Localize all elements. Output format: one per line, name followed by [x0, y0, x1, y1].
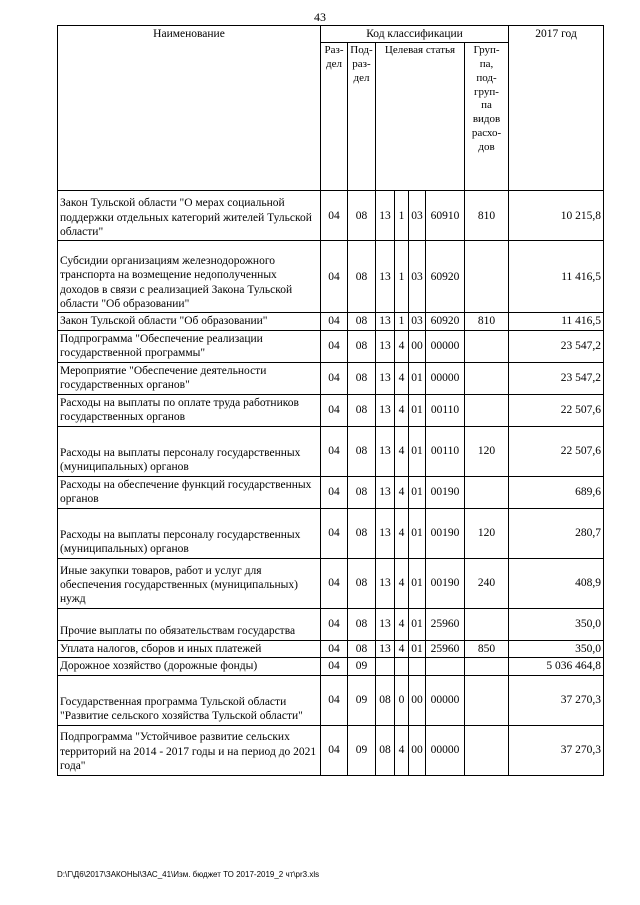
row-target-subprogram: 4 [395, 608, 409, 640]
row-target-program: 13 [376, 241, 395, 313]
row-target-program: 13 [376, 608, 395, 640]
row-podrazdel: 09 [348, 675, 376, 725]
header-code-group: Код классификации [321, 26, 509, 43]
row-amount: 23 547,2 [509, 330, 604, 362]
table-row [58, 330, 604, 362]
row-target-subprogram: 1 [395, 313, 409, 330]
row-razdel: 04 [321, 191, 348, 241]
row-target-program: 13 [376, 640, 395, 657]
row-target-direction: 25960 [426, 640, 465, 657]
header-expense-group: Груп- па, под- груп- па видов расхо- дов [465, 43, 509, 191]
row-target-direction: 00110 [426, 394, 465, 426]
row-podrazdel: 09 [348, 725, 376, 775]
table-row [58, 675, 604, 725]
row-razdel: 04 [321, 608, 348, 640]
row-target-program: 13 [376, 426, 395, 476]
row-target-event: 00 [409, 330, 426, 362]
row-expense-type [465, 608, 509, 640]
row-podrazdel: 08 [348, 608, 376, 640]
row-name: Мероприятие "Обеспечение деятельности государственных органов" [58, 362, 321, 394]
budget-table [57, 25, 604, 776]
row-target-direction: 00190 [426, 558, 465, 608]
row-target-subprogram [395, 658, 409, 675]
row-target-direction: 00190 [426, 508, 465, 558]
row-expense-type [465, 658, 509, 675]
row-target-event: 01 [409, 640, 426, 657]
row-amount: 37 270,3 [509, 725, 604, 775]
row-name: Подпрограмма "Обеспечение реализации государственной программы" [58, 330, 321, 362]
row-podrazdel: 08 [348, 508, 376, 558]
row-target-subprogram: 1 [395, 191, 409, 241]
row-podrazdel: 08 [348, 426, 376, 476]
row-podrazdel: 08 [348, 241, 376, 313]
row-razdel: 04 [321, 476, 348, 508]
row-expense-type [465, 476, 509, 508]
row-podrazdel: 09 [348, 658, 376, 675]
header-subsection: Под- раз- дел [348, 43, 376, 191]
row-target-direction: 60920 [426, 313, 465, 330]
row-target-event: 01 [409, 558, 426, 608]
row-target-event: 01 [409, 426, 426, 476]
row-expense-type: 120 [465, 426, 509, 476]
table-row [58, 476, 604, 508]
row-target-program: 13 [376, 476, 395, 508]
table-row [58, 241, 604, 313]
row-target-subprogram: 4 [395, 362, 409, 394]
row-target-program: 13 [376, 508, 395, 558]
row-target-event: 03 [409, 241, 426, 313]
row-podrazdel: 08 [348, 362, 376, 394]
table-body [58, 191, 604, 775]
row-razdel: 04 [321, 558, 348, 608]
row-target-event: 01 [409, 508, 426, 558]
header-section: Раз- дел [321, 43, 348, 191]
row-target-direction: 00000 [426, 675, 465, 725]
row-target-subprogram: 4 [395, 330, 409, 362]
row-amount: 5 036 464,8 [509, 658, 604, 675]
row-razdel: 04 [321, 362, 348, 394]
row-razdel: 04 [321, 394, 348, 426]
row-name: Закон Тульской области "Об образовании" [58, 313, 321, 330]
table-row [58, 558, 604, 608]
row-amount: 689,6 [509, 476, 604, 508]
table-row [58, 725, 604, 775]
row-target-program: 13 [376, 394, 395, 426]
row-amount: 280,7 [509, 508, 604, 558]
row-razdel: 04 [321, 675, 348, 725]
row-expense-type [465, 241, 509, 313]
row-podrazdel: 08 [348, 191, 376, 241]
row-target-program: 08 [376, 675, 395, 725]
row-name: Уплата налогов, сборов и иных платежей [58, 640, 321, 657]
row-amount: 37 270,3 [509, 675, 604, 725]
row-razdel: 04 [321, 241, 348, 313]
row-expense-type [465, 725, 509, 775]
row-target-program: 13 [376, 313, 395, 330]
row-podrazdel: 08 [348, 313, 376, 330]
row-razdel: 04 [321, 330, 348, 362]
row-amount: 22 507,6 [509, 426, 604, 476]
row-name: Подпрограмма "Устойчивое развитие сельских территорий на 2014 - 2017 годы и на период до 2021 года" [58, 725, 321, 775]
row-target-direction: 00110 [426, 426, 465, 476]
row-target-direction: 60910 [426, 191, 465, 241]
table-row [58, 191, 604, 241]
row-target-event: 01 [409, 476, 426, 508]
row-name: Закон Тульской области "О мерах социальной поддержки отдельных категорий жителей Тульской области" [58, 191, 321, 241]
row-target-subprogram: 4 [395, 725, 409, 775]
header-name: Наименование [58, 26, 321, 191]
row-target-subprogram: 4 [395, 558, 409, 608]
row-razdel: 04 [321, 658, 348, 675]
row-target-subprogram: 4 [395, 426, 409, 476]
row-target-subprogram: 0 [395, 675, 409, 725]
row-name: Расходы на выплаты персоналу государственных (муниципальных) органов [58, 508, 321, 558]
row-expense-type [465, 362, 509, 394]
row-target-direction: 00000 [426, 362, 465, 394]
row-target-event: 03 [409, 191, 426, 241]
header-target-article: Целевая статья [376, 43, 465, 191]
row-name: Государственная программа Тульской области "Развитие сельского хозяйства Тульской области" [58, 675, 321, 725]
row-target-direction: 00000 [426, 725, 465, 775]
row-target-program: 13 [376, 362, 395, 394]
table-row [58, 313, 604, 330]
row-razdel: 04 [321, 313, 348, 330]
row-target-subprogram: 4 [395, 476, 409, 508]
table-row [58, 508, 604, 558]
row-target-direction: 25960 [426, 608, 465, 640]
row-target-subprogram: 4 [395, 640, 409, 657]
row-expense-type: 810 [465, 313, 509, 330]
table-row [58, 658, 604, 675]
row-name: Расходы на выплаты по оплате труда работников государственных органов [58, 394, 321, 426]
row-podrazdel: 08 [348, 476, 376, 508]
row-expense-type: 240 [465, 558, 509, 608]
row-target-direction: 00190 [426, 476, 465, 508]
row-name: Дорожное хозяйство (дорожные фонды) [58, 658, 321, 675]
row-target-program [376, 658, 395, 675]
row-target-program: 13 [376, 330, 395, 362]
row-target-subprogram: 1 [395, 241, 409, 313]
row-amount: 408,9 [509, 558, 604, 608]
row-amount: 23 547,2 [509, 362, 604, 394]
row-name: Расходы на обеспечение функций государственных органов [58, 476, 321, 508]
table-row [58, 426, 604, 476]
row-razdel: 04 [321, 640, 348, 657]
row-podrazdel: 08 [348, 640, 376, 657]
row-expense-type [465, 675, 509, 725]
row-expense-type [465, 394, 509, 426]
row-razdel: 04 [321, 508, 348, 558]
row-expense-type [465, 330, 509, 362]
row-target-subprogram: 4 [395, 508, 409, 558]
row-name: Субсидии организациям железнодорожного транспорта на возмещение недополученных доходов в связи с реализацией Закона Тульской области "Об образовании" [58, 241, 321, 313]
row-target-event: 01 [409, 394, 426, 426]
row-target-subprogram: 4 [395, 394, 409, 426]
table-row [58, 640, 604, 657]
file-path: D:\Г\Д6\2017\ЗАКОНЫ\ЗАС_41\Изм. бюджет ТО 2017-2019_2 чт\pr3.xls [57, 870, 320, 879]
header-row-1 [58, 26, 604, 43]
row-target-program: 08 [376, 725, 395, 775]
row-name: Расходы на выплаты персоналу государственных (муниципальных) органов [58, 426, 321, 476]
row-target-direction [426, 658, 465, 675]
row-target-event: 01 [409, 608, 426, 640]
table-row [58, 394, 604, 426]
row-podrazdel: 08 [348, 558, 376, 608]
row-target-program: 13 [376, 191, 395, 241]
row-amount: 22 507,6 [509, 394, 604, 426]
row-target-event: 01 [409, 362, 426, 394]
row-amount: 11 416,5 [509, 313, 604, 330]
row-amount: 350,0 [509, 608, 604, 640]
page-number: 43 [314, 10, 326, 24]
row-target-event: 03 [409, 313, 426, 330]
row-target-event [409, 658, 426, 675]
row-amount: 11 416,5 [509, 241, 604, 313]
row-target-event: 00 [409, 675, 426, 725]
row-name: Прочие выплаты по обязательствам государства [58, 608, 321, 640]
row-expense-type: 120 [465, 508, 509, 558]
row-amount: 350,0 [509, 640, 604, 657]
table-row [58, 608, 604, 640]
row-target-program: 13 [376, 558, 395, 608]
row-expense-type: 850 [465, 640, 509, 657]
table-row [58, 362, 604, 394]
row-podrazdel: 08 [348, 394, 376, 426]
row-expense-type: 810 [465, 191, 509, 241]
row-amount: 10 215,8 [509, 191, 604, 241]
row-name: Иные закупки товаров, работ и услуг для обеспечения государственных (муниципальных) нужд [58, 558, 321, 608]
row-razdel: 04 [321, 426, 348, 476]
header-year: 2017 год [509, 26, 604, 191]
row-target-direction: 60920 [426, 241, 465, 313]
row-podrazdel: 08 [348, 330, 376, 362]
row-target-event: 00 [409, 725, 426, 775]
row-target-direction: 00000 [426, 330, 465, 362]
row-razdel: 04 [321, 725, 348, 775]
